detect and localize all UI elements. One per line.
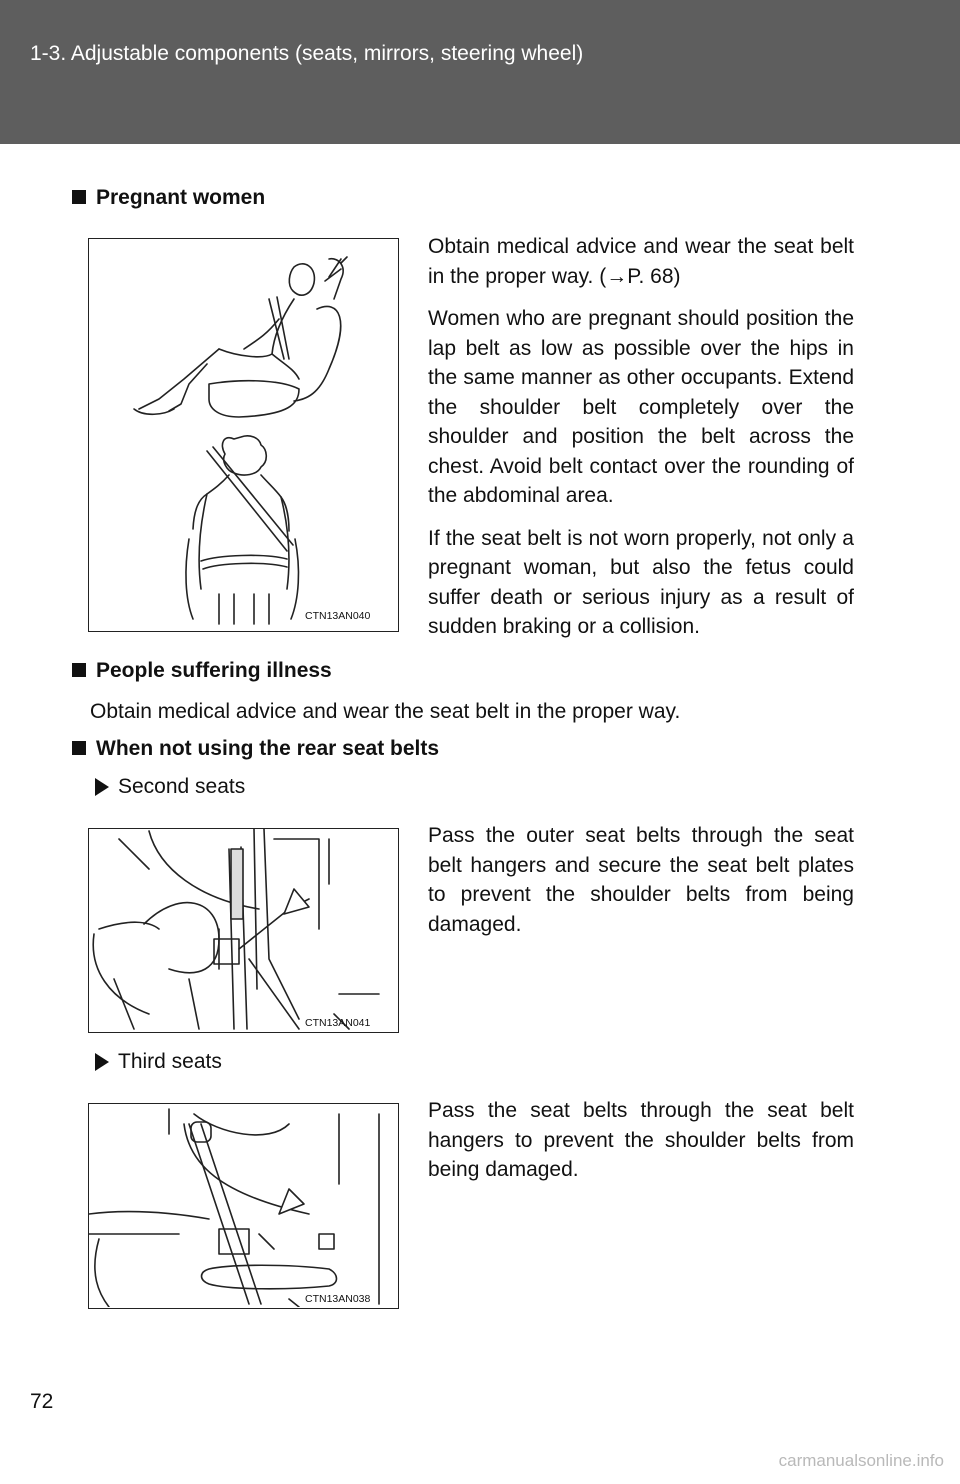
figure-code: CTN13AN040 <box>305 610 371 622</box>
second-seats-illustration <box>89 829 397 1031</box>
third-seats-illustration <box>89 1104 397 1307</box>
figure-second-seats <box>88 828 399 1033</box>
figure-pregnant-woman <box>88 238 399 632</box>
pregnant-woman-illustration <box>89 239 397 630</box>
sub-item-second-seats: Second seats <box>95 775 245 799</box>
sub-item-third-seats: Third seats <box>95 1050 222 1074</box>
paragraph: Women who are pregnant should position the lap belt as low as possible over the hips in the same manner as other occupants. Extend the shoulder belt completely over the shoulder and position the belt across the chest. Avoid belt contact over the rounding of the abdominal area. <box>428 307 854 507</box>
figure-third-seats <box>88 1103 399 1309</box>
illness-text: Obtain medical advice and wear the seat belt in the proper way. <box>90 700 681 723</box>
paragraph: Obtain medical advice and wear the seat belt in the proper way. (→P. 68) <box>428 235 854 288</box>
square-bullet-icon <box>72 663 86 677</box>
watermark: carmanualsonline.info <box>778 1451 944 1470</box>
heading-people-suffering-illness: People suffering illness <box>72 659 332 683</box>
triangle-bullet-icon <box>95 778 109 796</box>
third-seats-text: Pass the seat belts through the seat belt hangers to prevent the shoulder belts from being damaged. <box>428 1099 854 1181</box>
page-number: 72 <box>30 1390 54 1413</box>
square-bullet-icon <box>72 741 86 755</box>
paragraph: If the seat belt is not worn properly, not only a pregnant woman, but also the fetus could suffer death or serious injury as a result of sudden braking or a collision. <box>428 526 854 638</box>
header-band <box>0 0 960 144</box>
section-title: 1-3. Adjustable components (seats, mirrors, steering wheel) <box>30 42 584 65</box>
heading-pregnant-women: Pregnant women <box>72 186 265 210</box>
pregnant-women-text <box>428 232 854 655</box>
square-bullet-icon <box>72 190 86 204</box>
heading-rear-seat-belts: When not using the rear seat belts <box>72 737 439 761</box>
second-seats-text: Pass the outer seat belts through the seat belt hangers and secure the seat belt plates to prevent the shoulder belts from being damaged. <box>428 824 854 936</box>
figure-code: CTN13AN041 <box>305 1017 371 1029</box>
triangle-bullet-icon <box>95 1053 109 1071</box>
figure-code: CTN13AN038 <box>305 1293 371 1305</box>
